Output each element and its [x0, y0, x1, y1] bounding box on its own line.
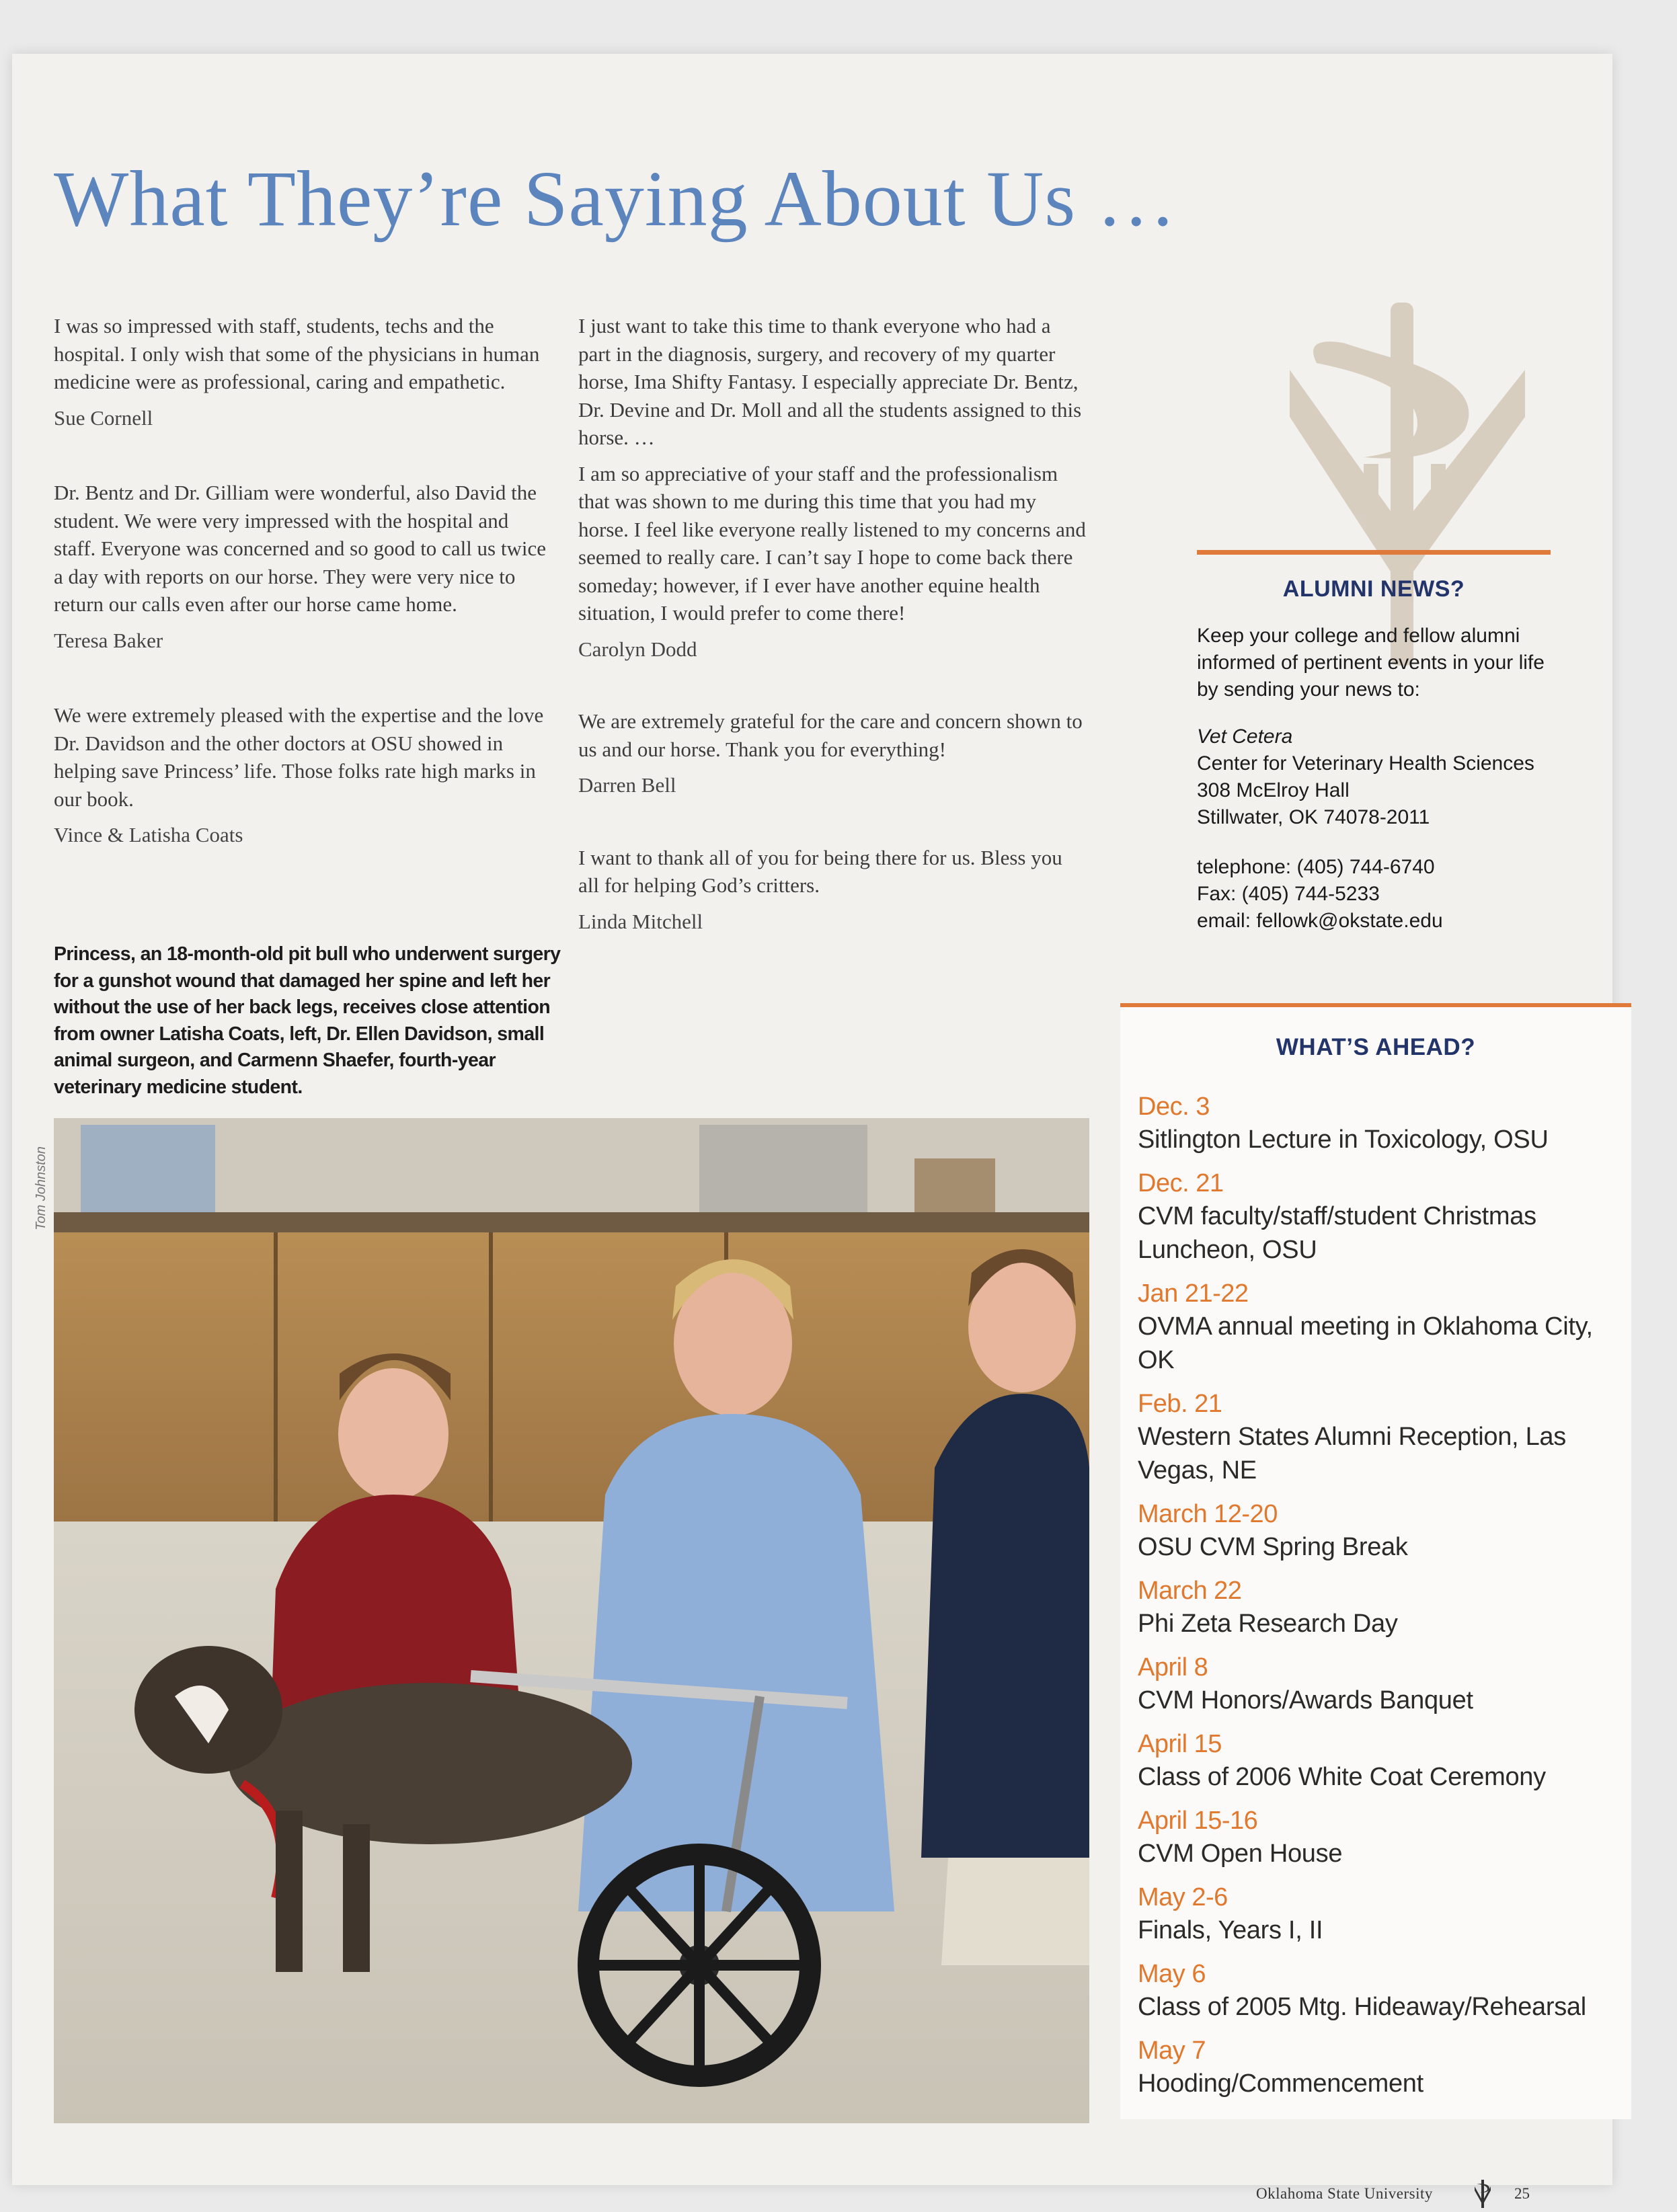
photo-caption: Princess, an 18-month-old pit bull who underwent surgery for a gunshot wound that damaged her spine and left her without the use of her back legs, receives close attention from owner Latisha Coats, left, Dr. Ellen Davidson, small animal surgeon, and Carmenn Shaefer, fourth-year veterinary medicine student.	[54, 943, 561, 1098]
event-description: OVMA annual meeting in Oklahoma City, OK	[1138, 1312, 1593, 1374]
event-date: May 7	[1138, 2037, 1206, 2065]
testimonial-quote: Dr. Bentz and Dr. Gilliam were wonderful, also David the student. We were very impressed with the hospital and staff. Everyone was concerned and so good to call us twice a day with reports on our horse. They were very nice to return our calls even after our horse came home.	[54, 481, 546, 616]
event-description: CVM Open House	[1138, 1840, 1343, 1868]
testimonial-author: Linda Mitchell	[578, 909, 703, 933]
event-description: Finals, Years I, II	[1138, 1916, 1323, 1944]
event-description: Western States Alumni Reception, Las Vegas, NE	[1138, 1423, 1566, 1485]
event-item	[1138, 1091, 1622, 1156]
testimonial-author: Sue Cornell	[54, 405, 153, 430]
testimonials-right-column	[578, 312, 1086, 980]
event-list	[1138, 1091, 1622, 2111]
event-description: Phi Zeta Research Day	[1138, 1610, 1398, 1638]
event-item	[1138, 1805, 1622, 1870]
page-footer	[1256, 2178, 1579, 2212]
photo-dog-wheelchair	[54, 1118, 1089, 2123]
event-description: CVM faculty/staff/student Christmas Luncheon, OSU	[1138, 1202, 1536, 1264]
testimonial-quote: I am so appreciative of your staff and the professionalism that was shown to me during this time that you had my horse. I feel like everyone really listened to my concerns and seemed to really care. I can’t say I hope to come back there someday; however, if I ever have another equine health situation, I would prefer to come there!	[578, 461, 1086, 625]
address-line: Stillwater, OK 74078-2011	[1197, 806, 1430, 828]
testimonial-quote: We are extremely grateful for the care and concern shown to us and our horse. Thank you for everything!	[578, 709, 1083, 761]
event-item	[1138, 2035, 1622, 2100]
event-item	[1138, 1958, 1622, 2024]
event-item	[1138, 1728, 1622, 1794]
event-item	[1138, 1881, 1622, 1947]
event-description: CVM Honors/Awards Banquet	[1138, 1686, 1473, 1714]
event-date: Dec. 21	[1138, 1169, 1224, 1197]
event-description: OSU CVM Spring Break	[1138, 1533, 1408, 1561]
address-line: Center for Veterinary Health Sciences	[1197, 752, 1534, 775]
testimonial-author: Darren Bell	[578, 773, 676, 797]
testimonial-quote: We were extremely pleased with the expertise and the love Dr. Davidson and the other doctors at OSU showed in helping save Princess’ life. Those folks rate high marks in our book.	[54, 703, 544, 811]
address-line: 308 McElroy Hall	[1197, 779, 1350, 801]
event-item	[1138, 1651, 1622, 1717]
alumni-intro-text: Keep your college and fellow alumni informed of pertinent events in your life by sending your news to:	[1197, 625, 1545, 701]
caduceus-logo-icon	[1473, 2178, 1493, 2209]
email-address[interactable]: email: fellowk@okstate.edu	[1197, 910, 1443, 932]
testimonial-quote: I want to thank all of you for being there for us. Bless you all for helping God’s critters.	[578, 845, 1062, 897]
alumni-news-box	[1197, 550, 1551, 935]
event-date: May 2-6	[1138, 1883, 1228, 1911]
alumni-mailing-address	[1197, 723, 1551, 831]
photo-illustration	[54, 1118, 1089, 2123]
alumni-contact-info	[1197, 854, 1551, 935]
orange-divider	[1197, 550, 1551, 555]
alumni-news-heading: ALUMNI NEWS?	[1282, 576, 1465, 602]
testimonial-author: Teresa Baker	[54, 628, 163, 652]
telephone-number: telephone: (405) 744-6740	[1197, 856, 1435, 878]
fax-number: Fax: (405) 744-5233	[1197, 883, 1380, 905]
event-description: Class of 2006 White Coat Ceremony	[1138, 1763, 1546, 1791]
event-description: Sitlington Lecture in Toxicology, OSU	[1138, 1125, 1549, 1154]
footer-university: Oklahoma State University	[1256, 2185, 1433, 2202]
publication-name: Vet Cetera	[1197, 725, 1293, 748]
testimonials-left-column	[54, 312, 551, 896]
event-item	[1138, 1498, 1622, 1564]
event-date: Jan 21-22	[1138, 1279, 1249, 1308]
event-date: Feb. 21	[1138, 1390, 1222, 1418]
event-date: April 8	[1138, 1653, 1208, 1682]
event-date: Dec. 3	[1138, 1093, 1210, 1121]
page-title: What They’re Saying About Us …	[54, 155, 1177, 243]
event-item	[1138, 1575, 1622, 1641]
testimonial-quote: I just want to take this time to thank everyone who had a part in the diagnosis, surgery, and recovery of my quarter horse, Ima Shifty Fantasy. I especially appreciate Dr. Bentz, Dr. Devine and Dr. Moll and all the students assigned to this horse. …	[578, 314, 1082, 449]
event-date: March 12-20	[1138, 1500, 1278, 1528]
event-date: April 15-16	[1138, 1807, 1258, 1835]
event-date: May 6	[1138, 1960, 1206, 1988]
event-date: April 15	[1138, 1730, 1222, 1758]
whats-ahead-heading: WHAT’S AHEAD?	[1276, 1034, 1476, 1060]
whats-ahead-box	[1120, 1003, 1631, 2119]
event-item	[1138, 1388, 1622, 1487]
testimonial-quote: I was so impressed with staff, students, techs and the hospital. I only wish that some of the physicians in human medicine were as professional, caring and empathetic.	[54, 314, 540, 393]
page-number: 25	[1514, 2185, 1530, 2202]
testimonial-author: Vince & Latisha Coats	[54, 823, 243, 846]
event-description: Hooding/Commencement	[1138, 2069, 1424, 2098]
event-item	[1138, 1167, 1622, 1267]
event-description: Class of 2005 Mtg. Hideaway/Rehearsal	[1138, 1993, 1586, 2021]
magazine-page	[12, 54, 1612, 2202]
event-item	[1138, 1277, 1622, 1377]
testimonial-author: Carolyn Dodd	[578, 637, 697, 661]
photo-credit: Tom Johnston	[34, 1146, 48, 1230]
event-date: March 22	[1138, 1577, 1242, 1605]
orange-divider	[1120, 1003, 1631, 1007]
